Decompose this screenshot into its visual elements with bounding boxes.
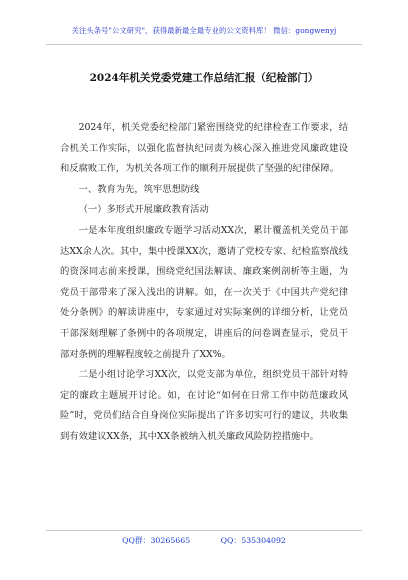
page-header: 关注头条号"公文研究"，获得最新最全最专业的公文资料库！ 微信：gongwenyj [71,26,337,35]
paragraph-item-2: 二是小组讨论学习XX次，以党支部为单位，组织党员干部针对特定的廉政主题展开讨论。如，在讨论“如何在日常工作中防范廉政风险”时，党员们结合自身岗位实际提出了许多切实可行的建议，共收集到有效建议XX条，其中XX条被纳入机关廉政风险防控措施中。 [60,369,348,442]
footer-divider [46,530,362,531]
footer-qq-group: QQ群：30265665 [122,536,191,545]
paragraph-intro: 2024年，机关党委纪检部门紧密围绕党的纪律检查工作要求，结合机关工作实际，以强化监督执纪问责为核心深入推进党风廉政建设和反腐败工作，为机关各项工作的顺利开展提供了坚强的纪律保障。 [60,122,348,175]
footer-qq: QQ：535304092 [220,536,286,545]
document-body [60,118,348,448]
document-title: 2024年机关党委党建工作总结汇报（纪检部门） [89,72,319,84]
header-divider [46,44,362,45]
section-heading: 一、教育为先，筑牢思想防线 [78,183,200,195]
paragraph-item-1: 一是本年度组织廉政专题学习活动XX次，累计覆盖机关党员干部达XX余人次。其中，集中授课XX次，邀请了党校专家、纪检监察战线的资深同志前来授课，围绕党纪国法解读、廉政案例剖析等主题，为党员干部带来了深入浅出的讲解。如，在一次关于《中国共产党纪律处分条例》的解读讲座中，专家通过对实际案例的详细分析，让党员干部深刻理解了条例中的各项规定，讲座后的问卷调查显示，党员干部对条例的理解程度较之前提升了XX%。 [60,224,348,360]
subsection-heading: （一）多形式开展廉政教育活动 [78,204,209,216]
page-footer [0,535,408,546]
